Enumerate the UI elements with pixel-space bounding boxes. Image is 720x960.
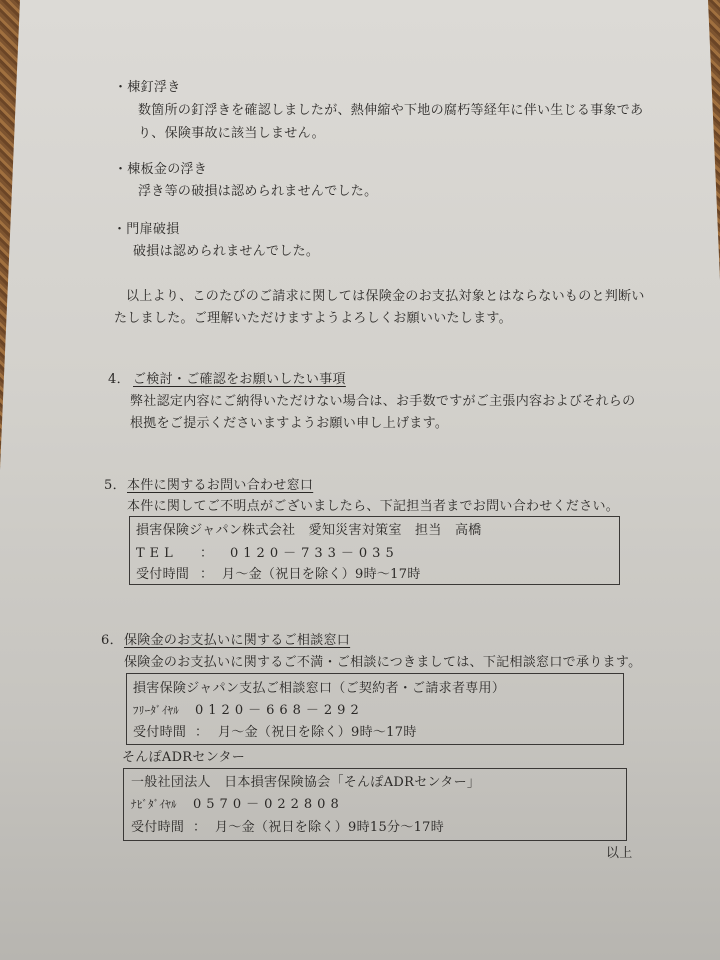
section6-heading: 保険金のお支払いに関するご相談窓口	[124, 633, 351, 648]
conclusion-line: 以上より、このたびのご請求に関しては保険金のお支払対象とはならないものと判断い	[126, 289, 645, 304]
section5-intro: 本件に関してご不明点がございましたら、下記担当者までお問い合わせください。	[127, 499, 620, 514]
adr-dial-label: ﾅﾋﾞﾀﾞｲﾔﾙ	[131, 798, 177, 811]
contact-hours-label: 受付時間	[136, 567, 190, 582]
section5-heading: 本件に関するお問い合わせ窓口	[127, 478, 314, 493]
consult-hours-label: 受付時間	[133, 725, 187, 740]
item-title-ridge-sheet: ・棟板金の浮き	[114, 162, 208, 177]
section6-number: 6．	[101, 633, 123, 648]
conclusion-line: たしました。ご理解いただけますようよろしくお願いいたします。	[114, 311, 512, 326]
section5-number: 5．	[104, 478, 126, 493]
section4-number: 4．	[108, 372, 130, 387]
contact-tel-label: TEL	[136, 546, 178, 561]
contact-org: 損害保険ジャパン株式会社 愛知災害対策室 担当 高橋	[136, 523, 482, 538]
adr-hours-label: 受付時間	[131, 820, 185, 835]
contact-hours: 月～金（祝日を除く）9時～17時	[222, 567, 421, 582]
section4-text-line: 根拠をご提示くださいますようお願い申し上げます。	[130, 416, 449, 431]
contact-tel-sep: ：	[200, 546, 214, 561]
adr-title: そんぽADRセンター	[122, 750, 246, 765]
section4-text-line: 弊社認定内容にご納得いただけない場合は、お手数ですがご主張内容およびそれらの	[130, 394, 636, 409]
adr-org: 一般社団法人 日本損害保険協会「そんぽADRセンター」	[131, 775, 481, 790]
consult-hours-sep: ：	[195, 725, 209, 740]
consult-hours: 月～金（祝日を除く）9時～17時	[218, 725, 417, 740]
item-title-gate-damage: ・門扉破損	[113, 222, 180, 237]
consult-dial-number: 0120－668－292	[195, 703, 364, 718]
item-text-line: 数箇所の釘浮きを確認しましたが、熱伸縮や下地の腐朽等経年に伴い生じる事象であ	[138, 103, 644, 118]
adr-hours: 月～金（祝日を除く）9時15分～17時	[215, 820, 445, 835]
contact-hours-sep: ：	[200, 567, 214, 582]
item-text-line: り、保険事故に該当しません。	[138, 126, 325, 141]
section4-heading: ご検討・ご確認をお願いしたい事項	[133, 372, 346, 387]
adr-dial-number: 0570－022808	[193, 797, 344, 812]
section6-intro: 保険金のお支払いに関するご不満・ご相談につきましては、下記相談窓口で承ります。	[124, 655, 642, 670]
item-text-line: 破損は認められませんでした。	[133, 244, 320, 259]
closing-ijou: 以上	[606, 846, 633, 861]
contact-tel-number: 0120－733－035	[230, 546, 399, 561]
consult-dial-label: ﾌﾘｰﾀﾞｲﾔﾙ	[133, 704, 180, 717]
item-title-ridge-nails: ・棟釘浮き	[114, 80, 181, 95]
consult-org: 損害保険ジャパン支払ご相談窓口（ご契約者・ご請求者専用）	[133, 681, 506, 696]
adr-hours-sep: ：	[193, 820, 207, 835]
item-text-line: 浮き等の破損は認められませんでした。	[138, 184, 378, 199]
